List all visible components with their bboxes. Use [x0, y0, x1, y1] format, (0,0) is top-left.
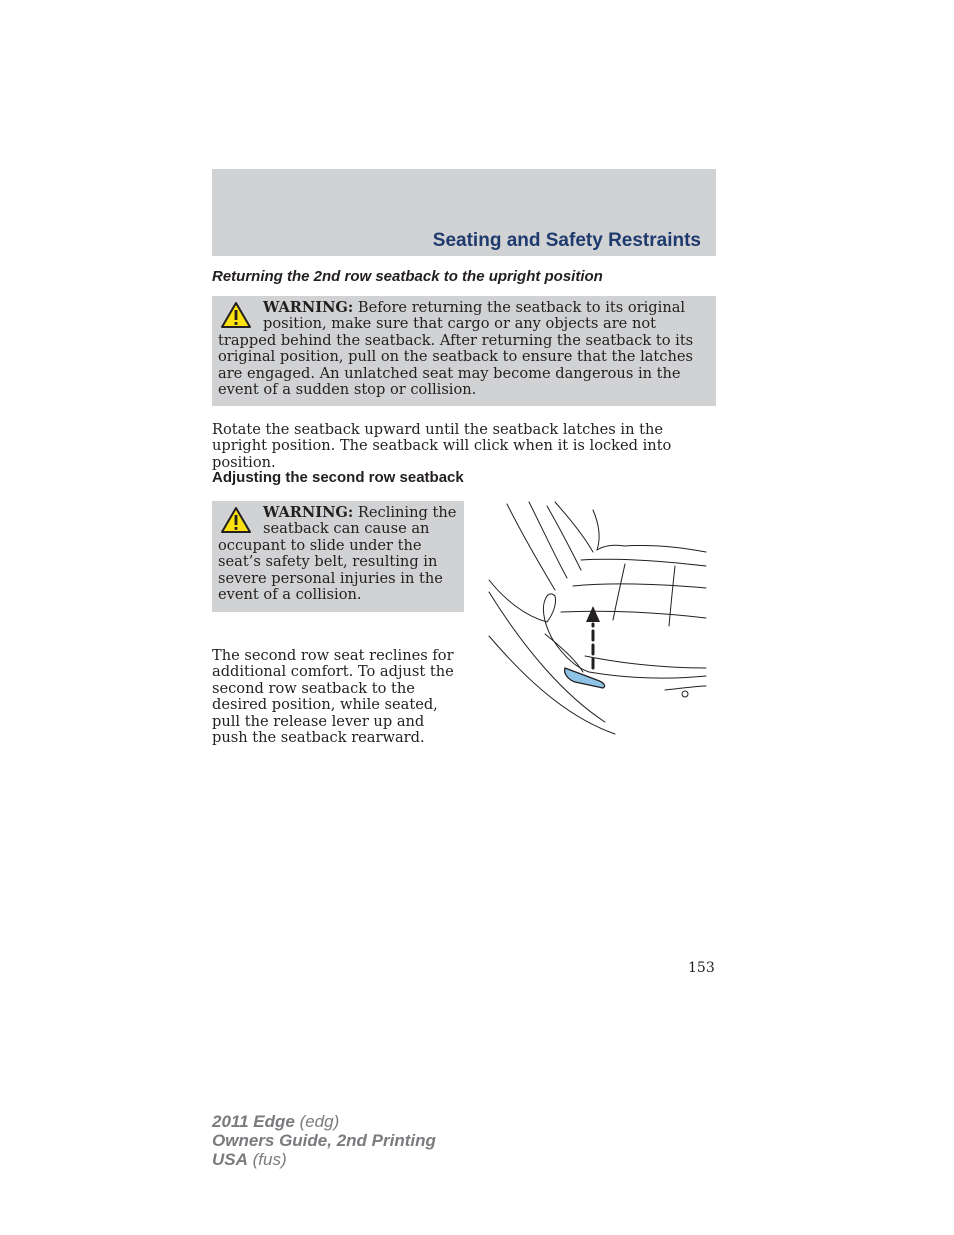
document-footer	[212, 1112, 436, 1169]
paragraph-rotate-seatback: Rotate the seatback upward until the seatback latches in the upright position. The seatback will click when it is locked into position.	[212, 421, 672, 471]
paragraph-second-row-recline: The second row seat reclines for additional comfort. To adjust the second row seatback to the desired position, while seated, pull the release lever up and push the seatback rearward.	[212, 647, 454, 747]
section-header-band	[212, 169, 716, 256]
footer-model: 2011 Edge	[212, 1112, 295, 1131]
footer-guide: Owners Guide, 2nd Printing	[212, 1131, 436, 1150]
warning-box-reclining	[212, 501, 464, 612]
heading-return-upright: Returning the 2nd row seatback to the upright position	[212, 268, 603, 285]
warning-label: WARNING:	[263, 504, 354, 521]
up-arrow-icon	[586, 606, 600, 622]
footer-market-code: (fus)	[247, 1150, 287, 1169]
seat-illustration	[485, 500, 711, 737]
warning-triangle-icon	[220, 506, 254, 534]
warning-label: WARNING:	[263, 299, 354, 316]
warning-text: Reclining the seatback can cause an occupant to slide under the seat’s safety belt, resulting in severe personal injuries in the event of a collision.	[218, 504, 457, 604]
footer-model-code: (edg)	[294, 1112, 340, 1131]
footer-market: USA	[212, 1150, 248, 1169]
warning-text: Before returning the seatback to its original position, make sure that cargo or any objects are not trapped behind the seatback. After returning the seatback to its original position, pull on the seatback to ensure that the latches are engaged. An unlatched seat may become dangerous in the event of a sudden stop or collision.	[218, 299, 694, 399]
release-lever	[565, 668, 605, 688]
section-title: Seating and Safety Restraints	[432, 230, 701, 251]
warning-box-return-upright	[212, 296, 716, 406]
footer-line-model	[212, 1112, 436, 1131]
warning-triangle-icon	[220, 301, 254, 329]
heading-adjust-second-row: Adjusting the second row seatback	[212, 469, 464, 486]
footer-line-market	[212, 1150, 436, 1169]
page-number: 153	[688, 960, 715, 976]
